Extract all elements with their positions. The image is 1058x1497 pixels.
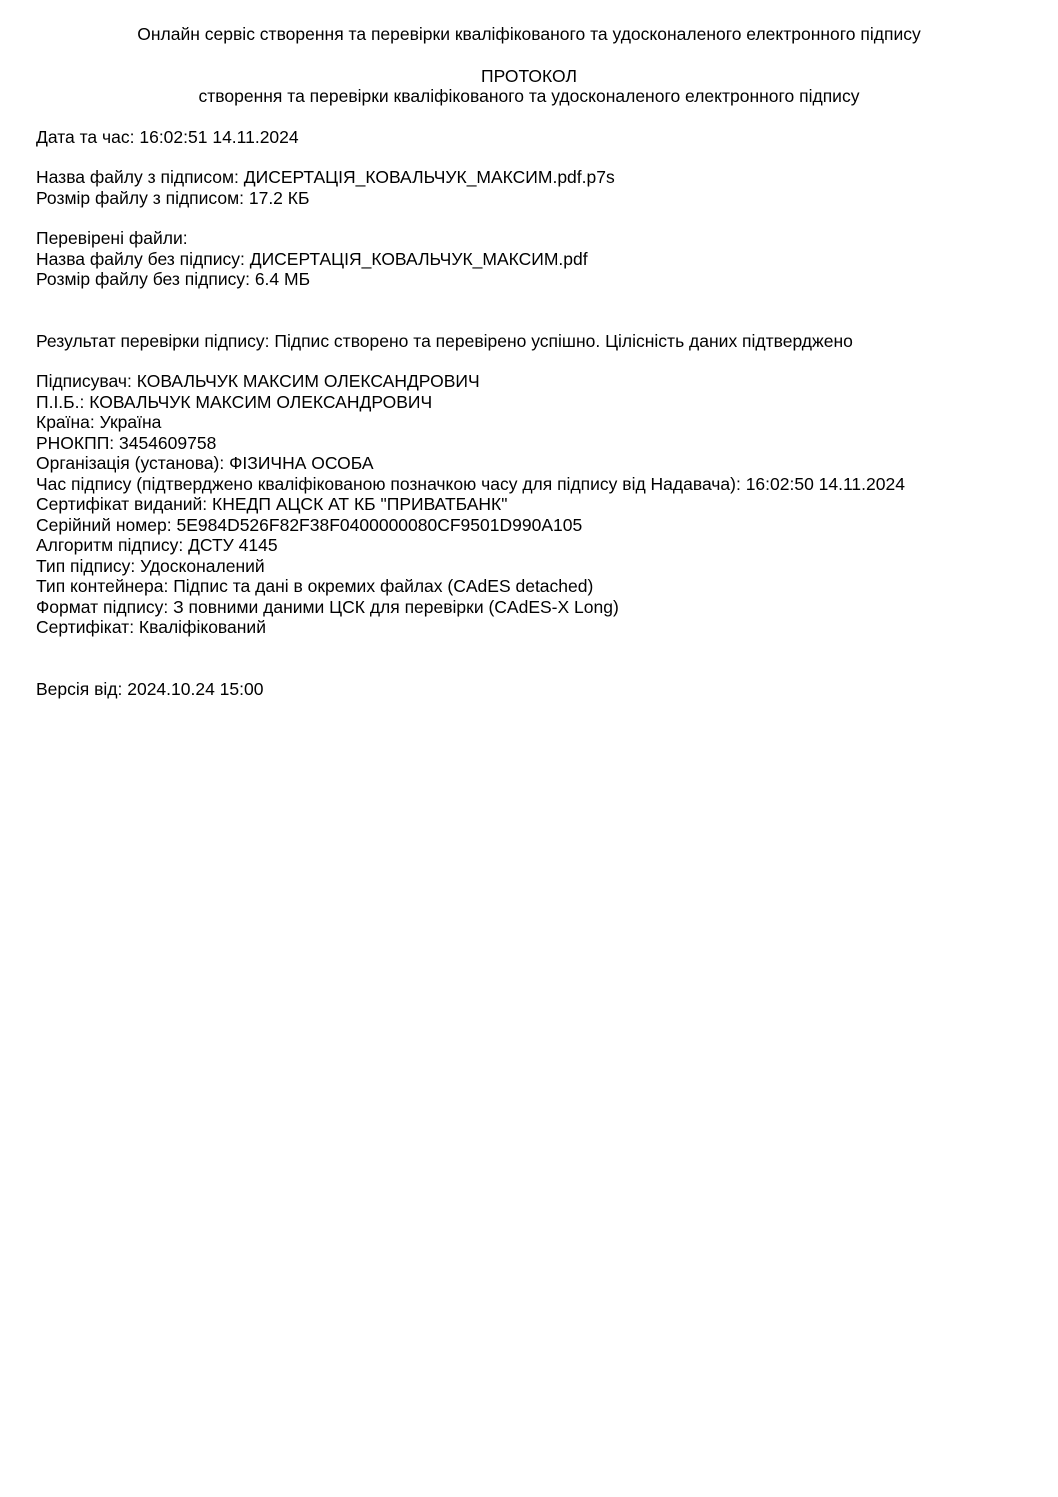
signature-format-line: Формат підпису: З повними даними ЦСК для перевірки (CAdES-X Long) [36,596,619,617]
signing-time-line: Час підпису (підтверджено кваліфікованою позначкою часу для підпису від Надавача): 16:02:50 14.11.2024 [36,473,905,494]
verified-files-heading: Перевірені файли: [36,228,188,248]
version-line: Версія від: 2024.10.24 15:00 [36,678,264,699]
datetime-line: Дата та час: 16:02:51 14.11.2024 [36,126,299,147]
service-title: Онлайн сервіс створення та перевірки кваліфікованого та удосконаленого електронного підпису [137,24,921,44]
unsigned-file-name: Назва файлу без підпису: ДИСЕРТАЦІЯ_КОВАЛЬЧУК_МАКСИМ.pdf [36,248,588,269]
signer-line: Підписувач: КОВАЛЬЧУК МАКСИМ ОЛЕКСАНДРОВИЧ [36,371,480,391]
certificate-line: Сертифікат: Кваліфікований [36,617,266,637]
signed-file-section [36,167,1022,208]
verified-files-section [36,228,1022,290]
signer-section [36,371,1022,638]
version-section [36,679,1022,700]
signed-file-name: Назва файлу з підписом: ДИСЕРТАЦІЯ_КОВАЛЬЧУК_МАКСИМ.pdf.p7s [36,167,615,187]
full-name-line: П.І.Б.: КОВАЛЬЧУК МАКСИМ ОЛЕКСАНДРОВИЧ [36,391,433,412]
protocol-subheading: створення та перевірки кваліфікованого та удосконаленого електронного підпису [198,86,860,106]
result-section [36,331,1022,352]
algorithm-line: Алгоритм підпису: ДСТУ 4145 [36,535,278,555]
serial-number-line: Серійний номер: 5E984D526F82F38F0400000080CF9501D990A105 [36,514,583,535]
country-line: Країна: Україна [36,412,162,432]
protocol-header [36,66,1022,107]
datetime-section [36,127,1022,148]
unsigned-file-size: Розмір файлу без підпису: 6.4 МБ [36,269,311,289]
protocol-heading: ПРОТОКОЛ [481,65,577,86]
tax-id-line: РНОКПП: 3454609758 [36,432,217,453]
issuer-line: Сертифікат виданий: КНЕДП АЦСК АТ КБ "ПРИВАТБАНК" [36,494,508,514]
signed-file-size: Розмір файлу з підписом: 17.2 КБ [36,187,310,208]
container-type-line: Тип контейнера: Підпис та дані в окремих файлах (CAdES detached) [36,576,594,596]
signature-type-line: Тип підпису: Удосконалений [36,555,265,576]
verification-result: Результат перевірки підпису: Підпис створено та перевірено успішно. Цілісність даних підтверджено [36,330,853,351]
organization-line: Організація (установа): ФІЗИЧНА ОСОБА [36,453,374,473]
